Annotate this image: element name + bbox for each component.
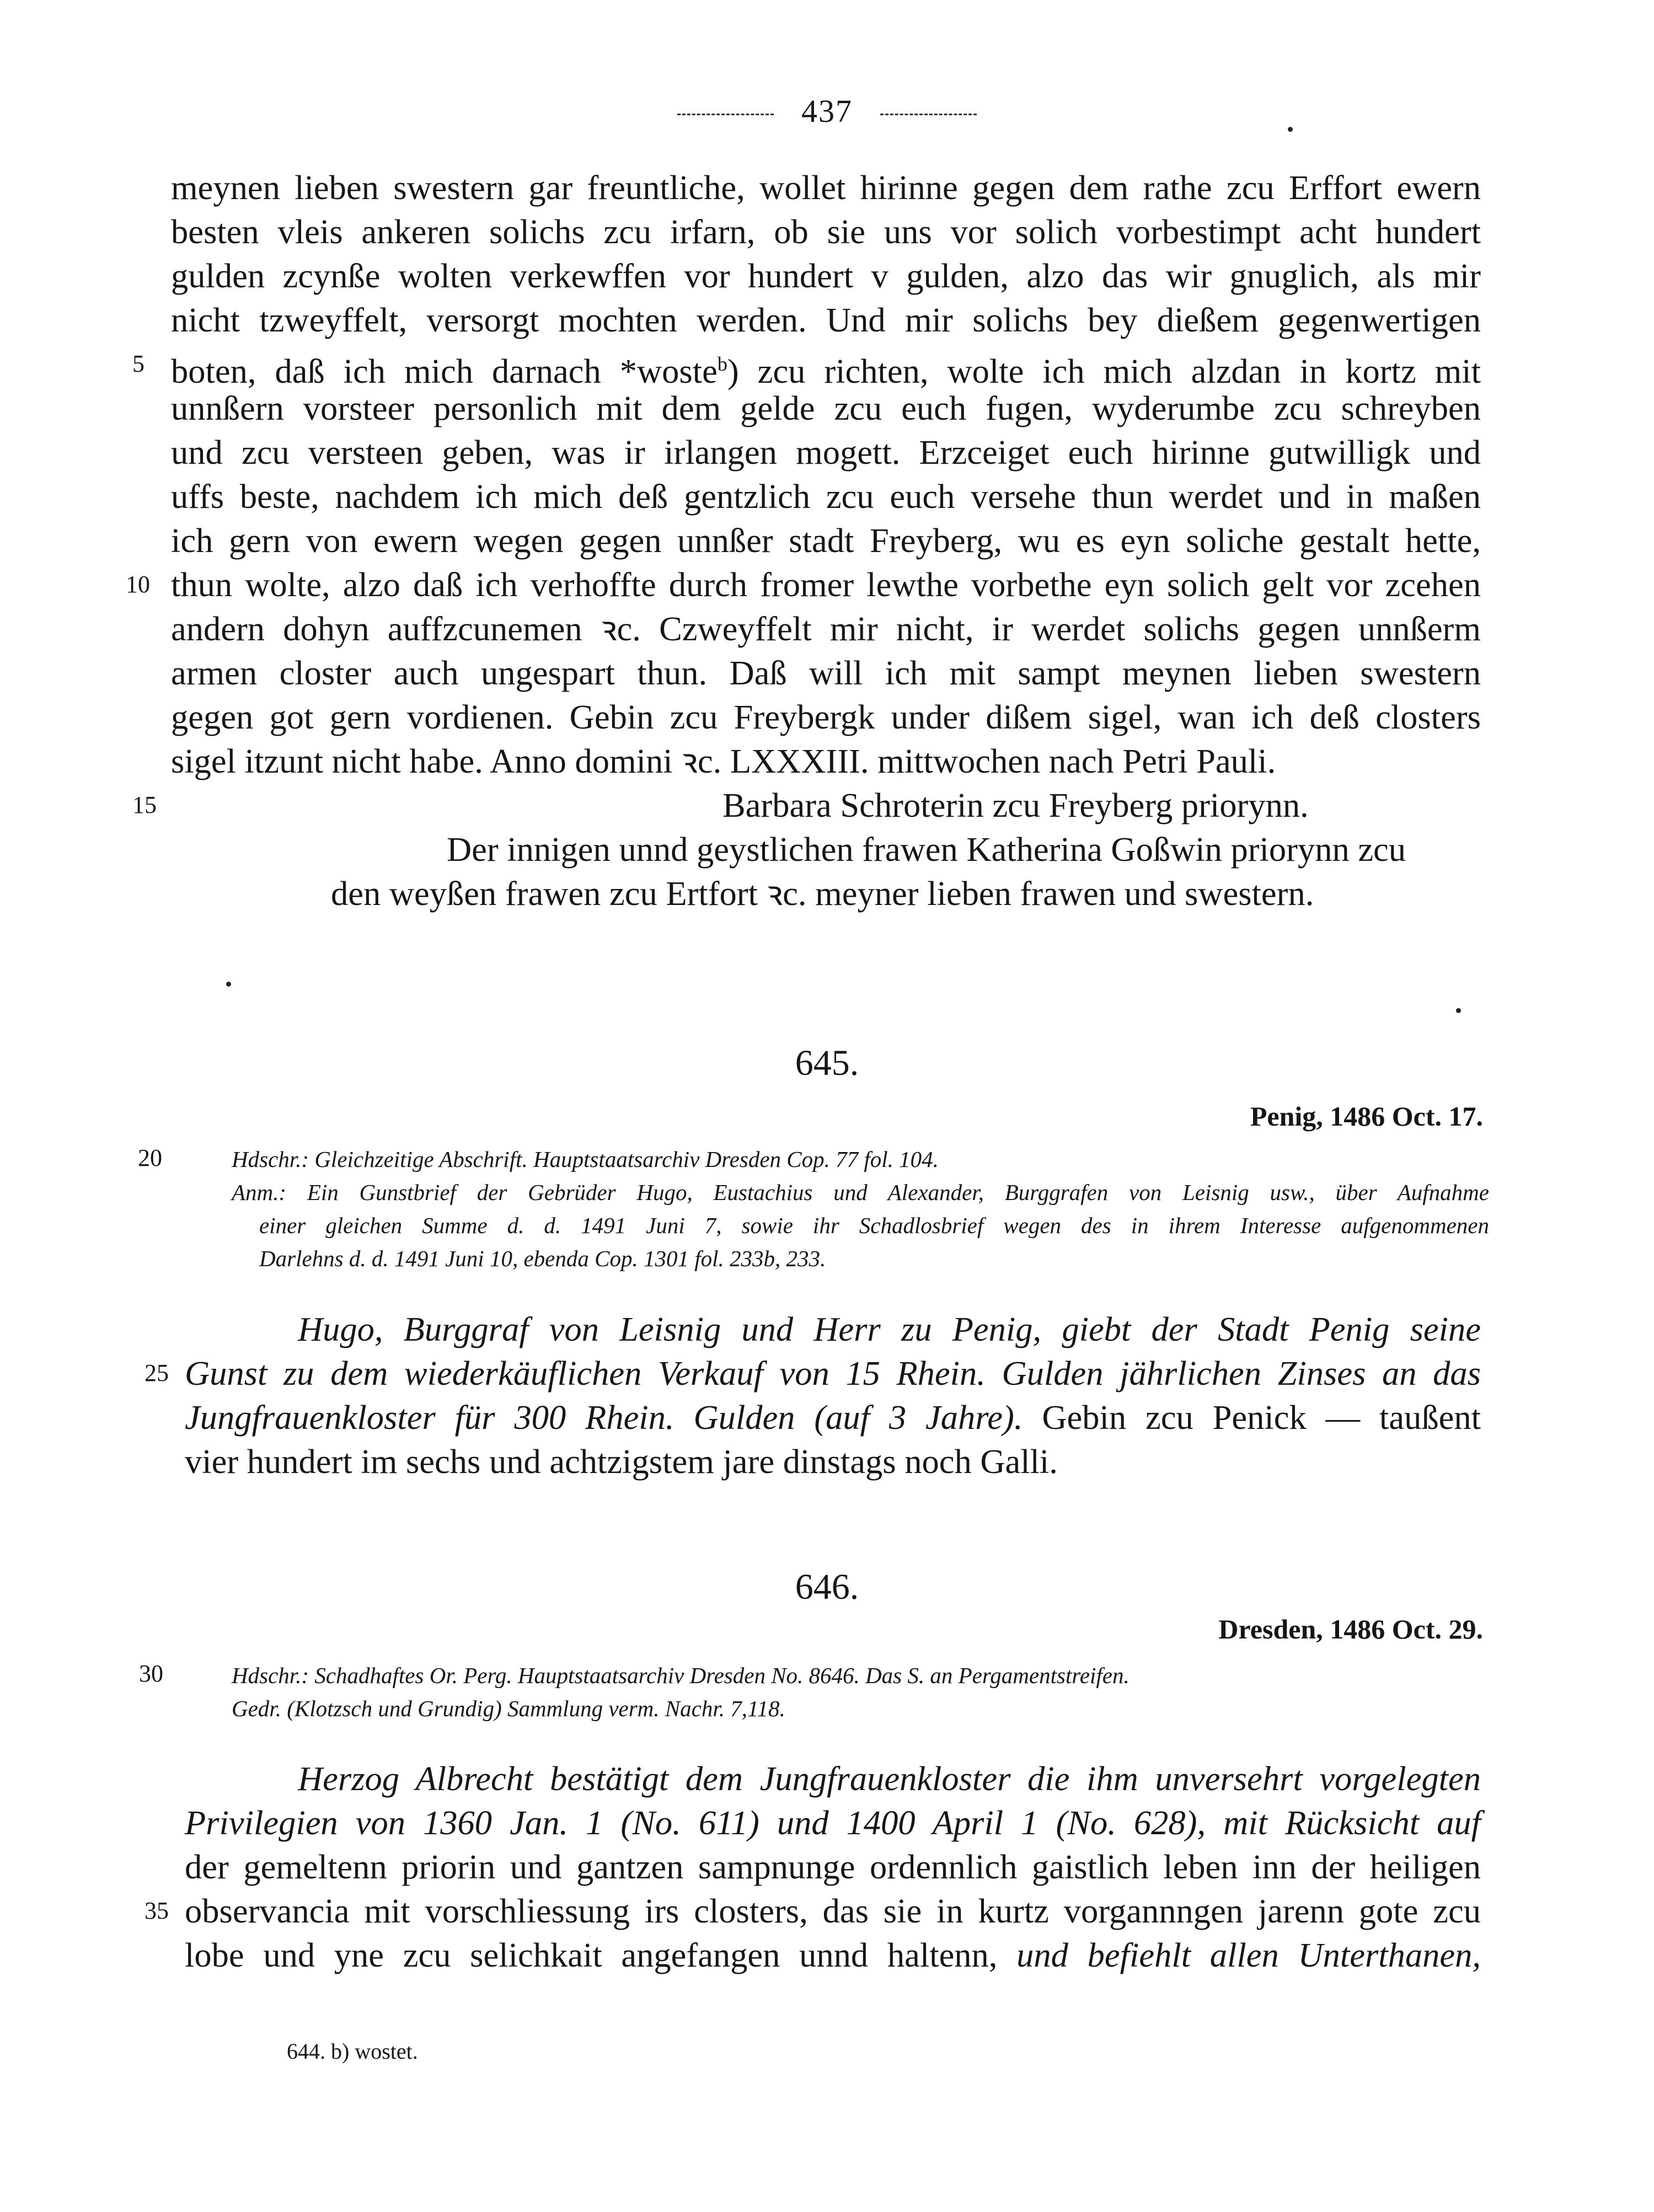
text-line: der gemeltenn priorin und gantzen sampnunge ordennlich gaistlich leben inn der heiligen (185, 1847, 1481, 1886)
annotation-note: einer gleichen Summe d. d. 1491 Juni 7, sowie ihr Schadlosbrief wegen des in ihrem Interesse aufgenommenen (259, 1213, 1489, 1238)
text-line: armen closter auch ungespart thun. Daß will ich mit sampt meynen lieben swestern (171, 654, 1481, 692)
document-number: 645. (795, 1043, 859, 1083)
text-line: nicht tzweyffelt, versorgt mochten werden. Und mir solichs bey dießem gegenwertigen (171, 301, 1481, 339)
text-line: und zcu versteen geben, was ir irlangen mogett. Erzceiget euch hirinne gutwilligk und (171, 433, 1481, 472)
text-line: gulden zcynße wolten verkewffen vor hundert v gulden, alzo das wir gnuglich, als mir (171, 256, 1481, 295)
line-number: 20 (138, 1144, 162, 1171)
regest-segment: Jungfrauenkloster für 300 Rhein. Gulden (auf 3 Jahre). (185, 1398, 1023, 1437)
annotation-note: Darlehns d. d. 1491 Juni 10, ebenda Cop. 1301 fol. 233b, 233. (259, 1246, 826, 1271)
speck (1456, 1008, 1461, 1013)
line-number: 5 (132, 350, 144, 377)
regest-line: Herzog Albrecht bestätigt dem Jungfrauenkloster die ihm unversehrt vorgelegten (298, 1759, 1481, 1798)
document-number: 646. (795, 1567, 859, 1607)
regest-line: Gunst zu dem wiederkäuflichen Verkauf von 15 Rhein. Gulden jährlichen Zinses an das (185, 1354, 1481, 1392)
text-segment: ) zcu richten, wolte ich mich alzdan in kortz mit (727, 351, 1481, 390)
text-line: observancia mit vorschliessung irs closters, das sie in kurtz vorgannngen jarenn gote zcu (185, 1892, 1481, 1930)
header-rule-left (677, 114, 774, 115)
text-line: besten vleis ankeren solichs zcu irfarn, ob sie uns vor solich vorbestimpt acht hundert (171, 212, 1481, 251)
line-number: 35 (144, 1897, 169, 1924)
page-number: 437 (801, 93, 853, 129)
footnote: 644. b) wostet. (287, 2039, 418, 2064)
line-number: 15 (132, 791, 157, 818)
text-line: andern dohyn auffzcunemen ꝛc. Czweyffelt mir nicht, ir werdet solichs gegen unnßerm (171, 609, 1481, 648)
text-line (171, 342, 1481, 393)
annotation-note: Anm.: Ein Gunstbrief der Gebrüder Hugo, Eustachius und Alexander, Burggrafen von Leisnig usw., über Aufnahme (232, 1180, 1489, 1205)
text-line: meynen lieben swestern gar freuntliche, wollet hirinne gegen dem rathe zcu Erffort ewern (171, 168, 1481, 207)
text-line: ich gern von ewern wegen gegen unnßer stadt Freyberg, wu es eyn soliche gestalt hette, (171, 521, 1481, 560)
regest-line: Privilegien von 1360 Jan. 1 (No. 611) und 1400 April 1 (No. 628), mit Rücksicht auf (185, 1803, 1481, 1842)
text-line: gegen got gern vordienen. Gebin zcu Freybergk under dißem sigel, wan ich deß closters (171, 698, 1481, 736)
regest-line (185, 1395, 1481, 1439)
header-rule-right (880, 114, 977, 115)
place-date: Penig, 1486 Oct. 17. (1250, 1101, 1483, 1132)
text-segment: Gebin zcu Penick — taußent (1023, 1398, 1481, 1437)
text-segment: lobe und yne zcu selichkait angefangen unnd haltenn, (185, 1936, 1017, 1974)
address-line: den weyßen frawen zcu Ertfort ꝛc. meyner lieben frawen und swestern. (331, 874, 1314, 913)
source-note: Hdschr.: Gleichzeitige Abschrift. Hauptstaatsarchiv Dresden Cop. 77 fol. 104. (232, 1147, 939, 1172)
footnote-marker: b (717, 353, 727, 375)
regest-segment: und befiehlt allen Unterthanen, (1016, 1936, 1481, 1974)
address-line: Der innigen unnd geystlichen frawen Katherina Goßwin priorynn zcu (447, 830, 1406, 869)
line-number: 30 (139, 1660, 163, 1687)
text-line: unnßern vorsteer personlich mit dem gelde zcu euch fugen, wyderumbe zcu schreyben (171, 389, 1481, 427)
line-number: 10 (126, 571, 150, 598)
line-number: 25 (144, 1359, 169, 1386)
place-date: Dresden, 1486 Oct. 29. (1218, 1614, 1483, 1645)
regest-line: Hugo, Burggraf von Leisnig und Herr zu Penig, giebt der Stadt Penig seine (298, 1310, 1481, 1348)
text-line: uffs beste, nachdem ich mich deß gentzlich zcu euch versehe thun werdet und in maßen (171, 477, 1481, 516)
speck (226, 982, 231, 987)
print-note: Gedr. (Klotzsch und Grundig) Sammlung verm. Nachr. 7,118. (232, 1696, 785, 1721)
speck (1288, 127, 1293, 132)
text-line: thun wolte, alzo daß ich verhoffte durch fromer lewthe vorbethe eyn solich gelt vor zcehen (171, 565, 1481, 604)
text-line (185, 1933, 1481, 1977)
text-line: sigel itzunt nicht habe. Anno domini ꝛc. LXXXIII. mittwochen nach Petri Pauli. (171, 742, 1276, 780)
page-header (0, 93, 1654, 130)
source-note: Hdschr.: Schadhaftes Or. Perg. Hauptstaatsarchiv Dresden No. 8646. Das S. an Pergamentstreifen. (232, 1663, 1130, 1688)
text-line: vier hundert im sechs und achtzigstem jare dinstags noch Galli. (185, 1442, 1058, 1481)
signature: Barbara Schroterin zcu Freyberg priorynn. (722, 786, 1309, 824)
text-segment: boten, daß ich mich darnach *woste (171, 351, 718, 390)
